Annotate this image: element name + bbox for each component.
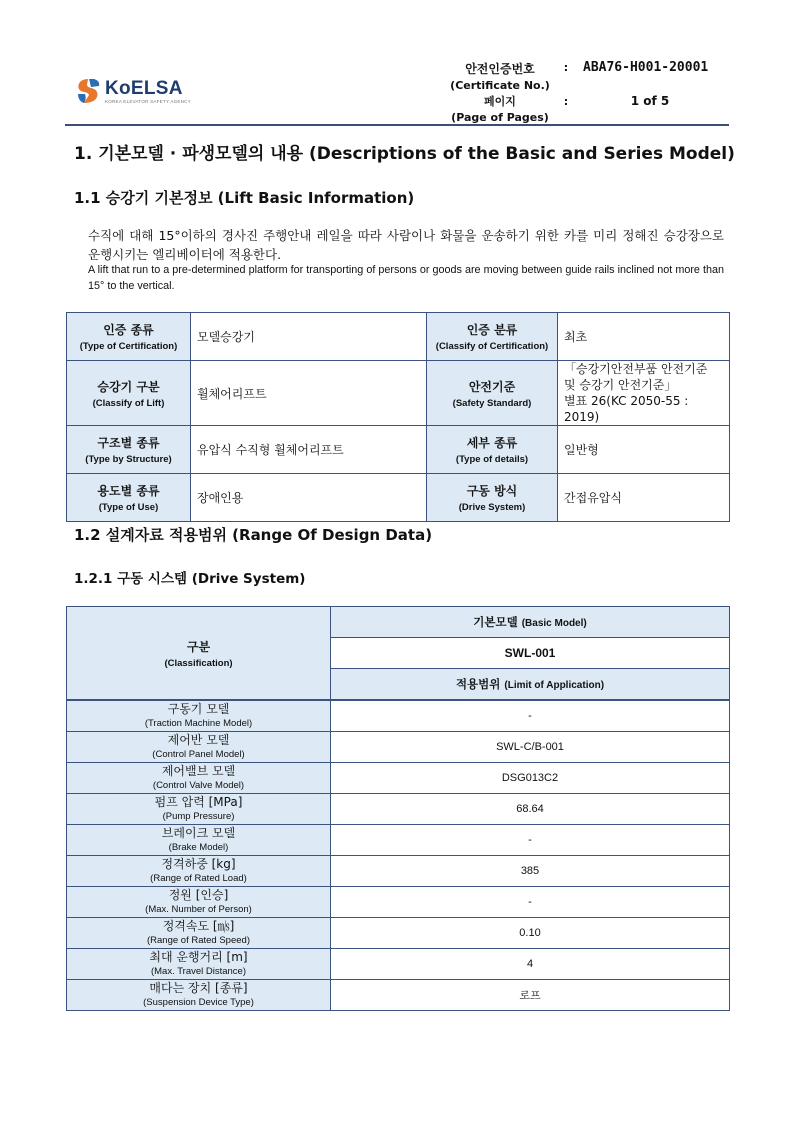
table-row: [67, 313, 730, 361]
detail-type-label-en: (Type of details): [455, 454, 529, 465]
drive-param-label-en: (Range of Rated Speed): [147, 934, 250, 946]
cert-no-label-ko: 안전인증번호: [465, 62, 535, 76]
cert-no-colon: :: [563, 61, 569, 74]
drive-param-label: [67, 980, 331, 1011]
table-row: [67, 980, 730, 1011]
table-row: [67, 732, 730, 763]
lift-class-label-ko: 승강기 구분: [97, 379, 160, 394]
drive-system-label-en: (Drive System): [458, 502, 526, 513]
classification-header-en: (Classification): [164, 657, 233, 669]
page-label-ko: 페이지: [484, 95, 516, 108]
structure-type-value: 유압식 수직형 휠체어리프트: [191, 426, 427, 474]
drive-system-rows: [67, 700, 730, 1011]
drive-param-label-en: (Max. Number of Person): [145, 903, 252, 915]
drive-param-label-en: (Pump Pressure): [162, 810, 235, 822]
detail-type-label-ko: 세부 종류: [466, 436, 518, 450]
koelsa-logo-icon: [74, 76, 102, 106]
table-row: [67, 949, 730, 980]
table-row: [67, 361, 730, 426]
drive-param-label-ko: 최대 운행거리 [m]: [149, 949, 248, 964]
table-row: [67, 474, 730, 522]
description-english: A lift that run to a pre-determined platform for transporting of persons or goods are moving between guide rails inclined not more than 15° to the vertical.: [88, 264, 724, 292]
drive-param-label: [67, 825, 331, 856]
drive-param-label: [67, 763, 331, 794]
drive-system-table: [66, 606, 730, 1011]
classification-header: [67, 607, 331, 701]
page-label-en: (Page of Pages): [451, 111, 549, 124]
drive-param-label-ko: 정격하중 [kg]: [161, 856, 236, 871]
detail-type-value: 일반형: [558, 426, 730, 474]
structure-type-label-en: (Type by Structure): [85, 454, 172, 465]
drive-system-value: 간접유압식: [558, 474, 730, 522]
section-1-1-title: 1.1 승강기 기본정보 (Lift Basic Information): [74, 189, 415, 207]
lift-basic-info-table: [66, 312, 730, 522]
drive-param-value: DSG013C2: [331, 763, 730, 794]
lift-class-label: [67, 361, 191, 426]
section-1-2-1-title: 1.2.1 구동 시스템 (Drive System): [74, 571, 306, 587]
drive-param-label: [67, 732, 331, 763]
safety-standard-line-2: 및 승강기 안전기준」: [564, 378, 677, 392]
drive-param-label-en: (Brake Model): [168, 841, 229, 853]
drive-param-label: [67, 918, 331, 949]
table-row: [67, 426, 730, 474]
drive-param-label-ko: 제어밸브 모델: [161, 763, 236, 778]
lift-class-value: 휠체어리프트: [191, 361, 427, 426]
cert-class-label: [427, 313, 558, 361]
detail-type-label: [427, 426, 558, 474]
section-1-title: 1. 기본모델 · 파생모델의 내용 (Descriptions of the Basic and Series Model): [74, 144, 735, 164]
cert-class-value: 최초: [558, 313, 730, 361]
drive-param-label-en: (Traction Machine Model): [144, 717, 253, 729]
drive-param-label-ko: 정원 [인승]: [168, 887, 229, 902]
drive-param-label-en: (Control Valve Model): [152, 779, 245, 791]
model-name: SWL-001: [331, 638, 730, 669]
drive-param-label-en: (Max. Travel Distance): [150, 965, 247, 977]
use-type-label-ko: 용도별 종류: [97, 484, 160, 498]
page-label: [450, 93, 550, 124]
drive-param-label: [67, 794, 331, 825]
page-value: 1 of 5: [630, 94, 670, 108]
safety-standard-label-en: (Safety Standard): [452, 397, 532, 409]
logo-text: KoELSA: [105, 78, 183, 99]
table-row: [67, 794, 730, 825]
drive-param-label-en: (Control Panel Model): [152, 748, 245, 760]
basic-model-header-en: (Basic Model): [521, 618, 587, 629]
drive-param-label-ko: 매다는 장치 [종류]: [149, 980, 248, 995]
cert-no-value: ABA76-H001-20001: [583, 60, 709, 75]
description-korean: 수직에 대해 15°이하의 경사진 주행안내 레일을 따라 사람이나 화물을 운송하기 위한 카를 미리 정해진 승강장으로 운행시키는 엘리베이터에 적용한다.: [88, 228, 724, 262]
use-type-value: 장애인용: [191, 474, 427, 522]
limit-header: [331, 669, 730, 701]
basic-model-header-ko: 기본모델: [473, 615, 518, 629]
header-divider: [65, 124, 729, 126]
cert-type-value: 모델승강기: [191, 313, 427, 361]
drive-param-value: 4: [331, 949, 730, 980]
drive-param-value: 로프: [331, 980, 730, 1011]
use-type-label-en: (Type of Use): [98, 502, 159, 513]
cert-type-label: [67, 313, 191, 361]
classification-header-ko: 구분: [186, 639, 211, 654]
table-row: [67, 825, 730, 856]
drive-param-label-en: (Suspension Device Type): [143, 996, 254, 1008]
drive-param-label-ko: 정격속도 [㎧]: [162, 918, 235, 933]
drive-param-value: -: [331, 887, 730, 918]
cert-type-label-ko: 인증 종류: [103, 323, 154, 337]
cert-type-label-en: (Type of Certification): [79, 341, 178, 352]
logo-subtitle: KOREA ELEVATOR SAFETY AGENCY: [105, 99, 191, 104]
section-1-2-title: 1.2 설계자료 적용범위 (Range Of Design Data): [74, 526, 433, 544]
drive-param-label-ko: 구동기 모델: [167, 701, 230, 716]
koelsa-logo: [74, 76, 191, 106]
drive-param-value: 385: [331, 856, 730, 887]
safety-standard-value: [558, 361, 730, 426]
page-colon: :: [563, 95, 569, 108]
drive-param-label-ko: 제어반 모델: [167, 732, 230, 747]
drive-param-label: [67, 887, 331, 918]
use-type-label: [67, 474, 191, 522]
lift-class-label-en: (Classify of Lift): [92, 397, 165, 409]
cert-no-label: [450, 60, 550, 92]
structure-type-label-ko: 구조별 종류: [97, 436, 160, 450]
drive-param-label-ko: 펌프 압력 [MPa]: [154, 794, 243, 809]
limit-header-ko: 적용범위: [455, 677, 501, 691]
drive-param-value: -: [331, 825, 730, 856]
drive-param-label: [67, 700, 331, 732]
table-row: [67, 856, 730, 887]
table-header-row: [67, 607, 730, 638]
drive-system-label: [427, 474, 558, 522]
cert-class-label-ko: 인증 분류: [466, 323, 518, 337]
safety-standard-line-1: 「승강기안전부품 안전기준: [564, 362, 708, 376]
drive-param-value: 0.10: [331, 918, 730, 949]
table-row: [67, 887, 730, 918]
drive-param-label: [67, 856, 331, 887]
limit-header-en: (Limit of Application): [504, 680, 605, 691]
drive-param-value: -: [331, 700, 730, 732]
safety-standard-label: [427, 361, 558, 426]
structure-type-label: [67, 426, 191, 474]
drive-param-value: 68.64: [331, 794, 730, 825]
drive-param-label-ko: 브레이크 모델: [161, 825, 236, 840]
safety-standard-label-ko: 안전기준: [468, 379, 516, 394]
table-row: [67, 918, 730, 949]
table-row: [67, 700, 730, 732]
drive-system-label-ko: 구동 방식: [466, 484, 518, 498]
cert-no-label-en: (Certificate No.): [450, 79, 550, 92]
basic-model-header: [331, 607, 730, 638]
drive-param-label-en: (Range of Rated Load): [150, 872, 247, 884]
drive-param-value: SWL-C/B-001: [331, 732, 730, 763]
table-row: [67, 763, 730, 794]
cert-class-label-en: (Classify of Certification): [435, 341, 549, 352]
drive-param-label: [67, 949, 331, 980]
safety-standard-line-3: 별표 26(KC 2050-55 : 2019): [564, 394, 689, 424]
